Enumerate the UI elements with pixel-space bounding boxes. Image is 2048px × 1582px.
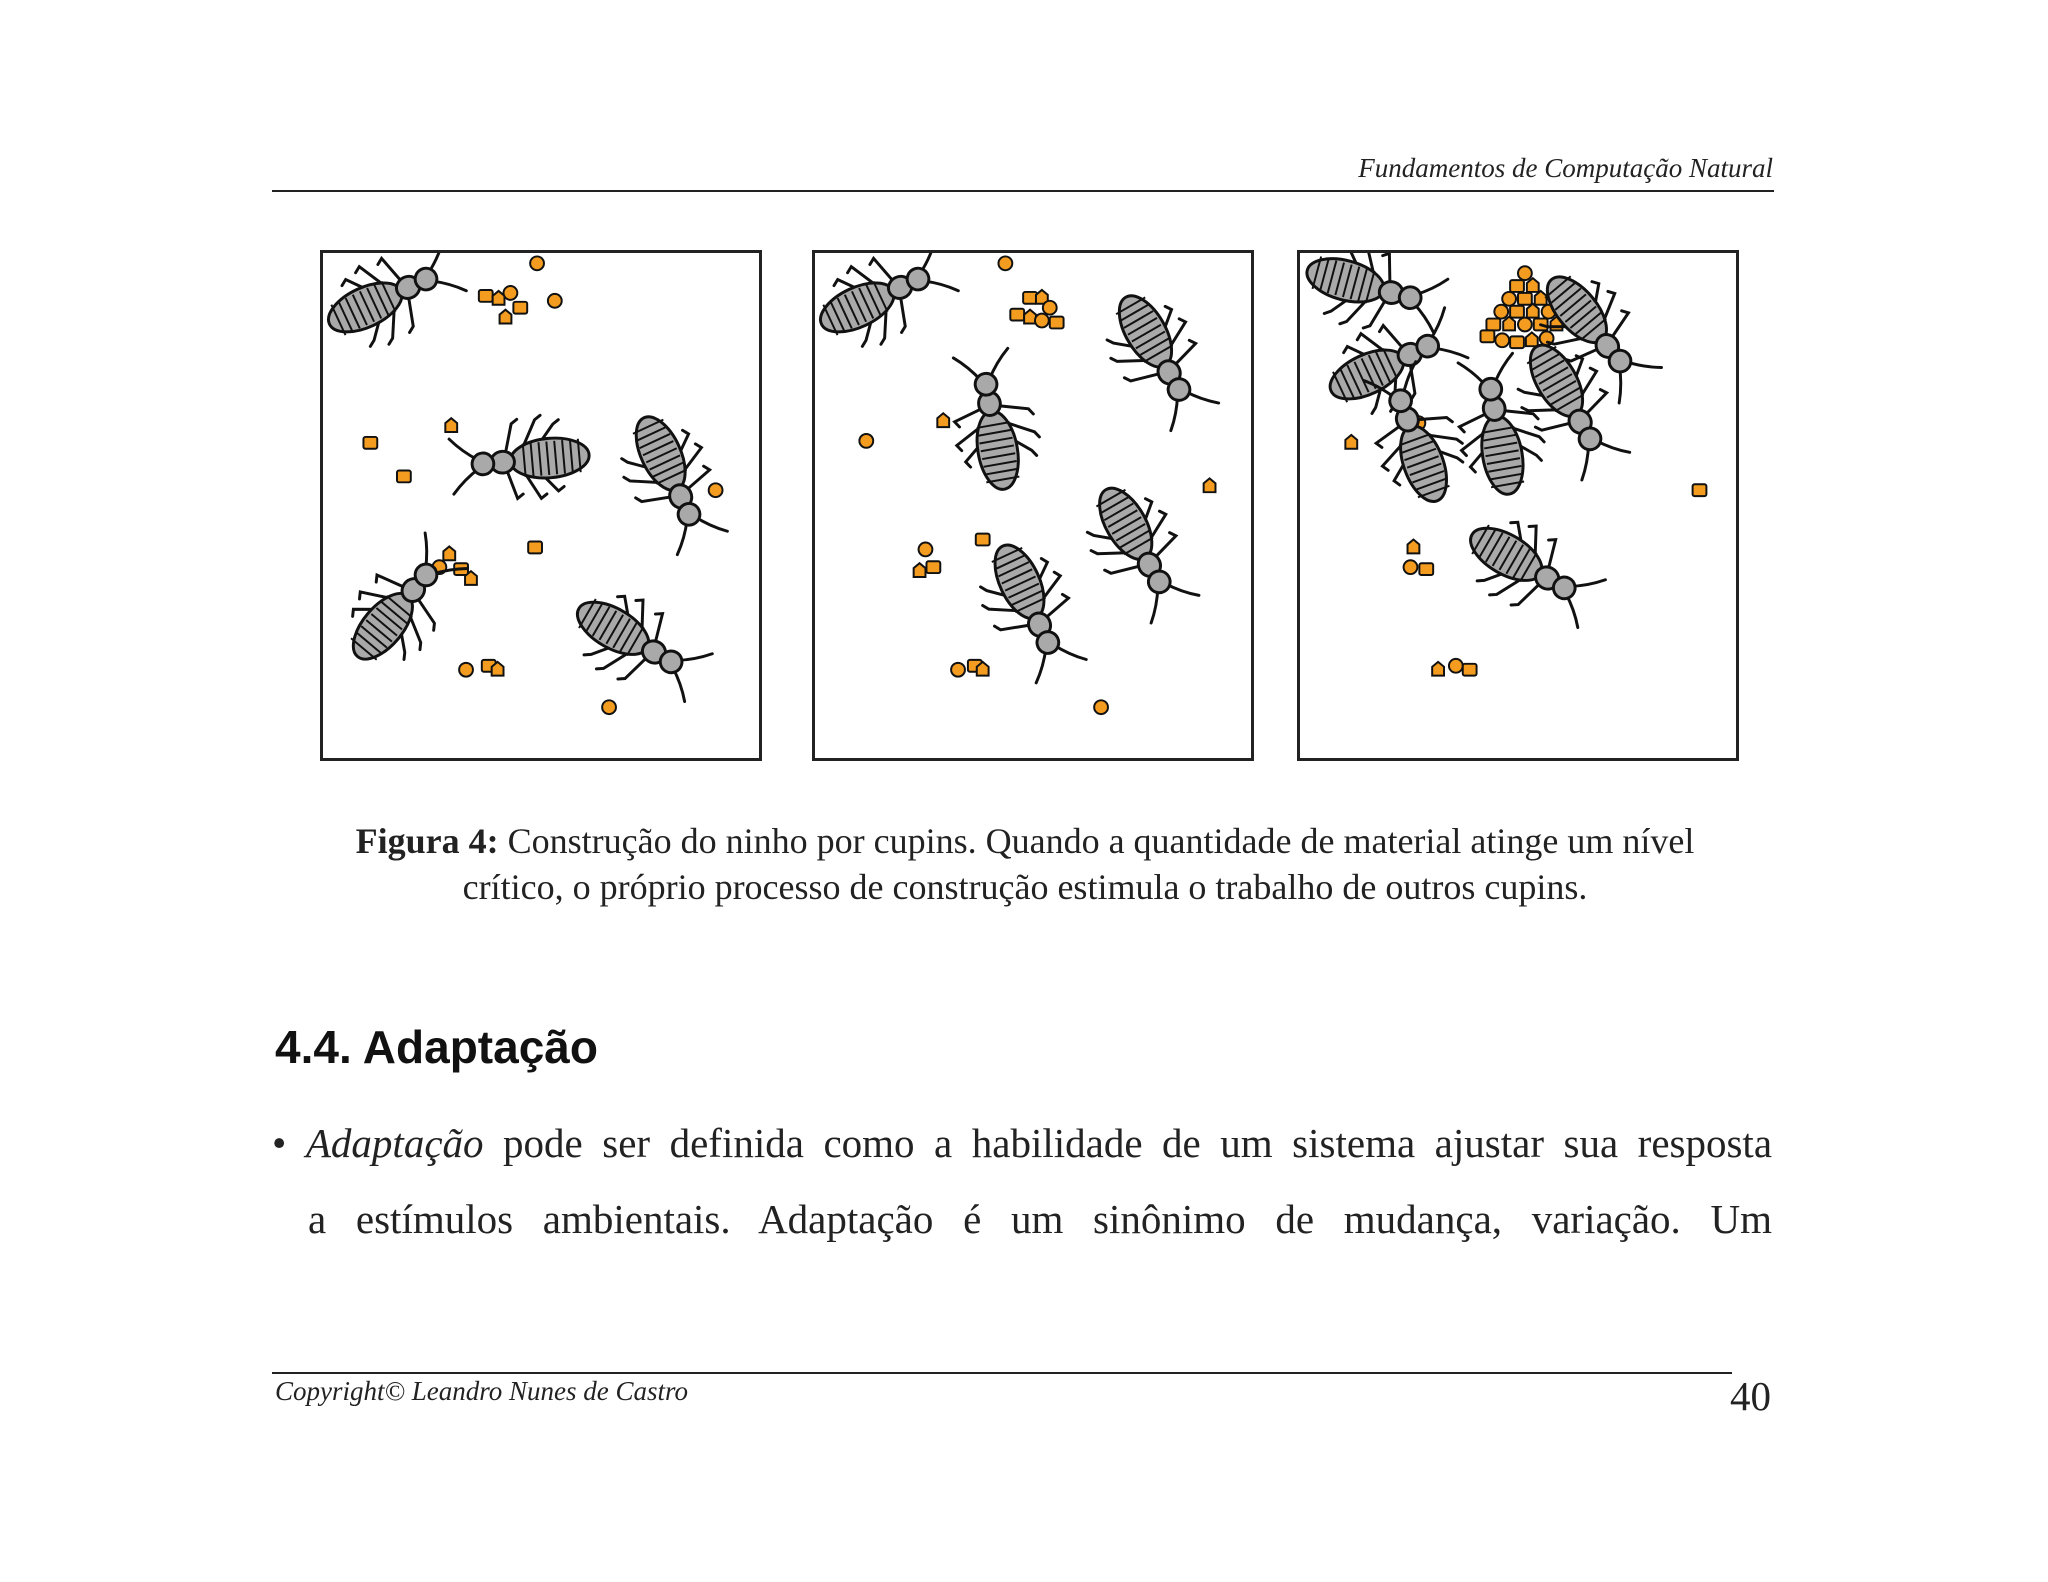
material-piece-icon xyxy=(1527,278,1539,292)
material-piece-icon xyxy=(1481,330,1495,342)
termite-icon xyxy=(1450,500,1611,641)
caption-line-2: crítico, o próprio processo de construção estimula o trabalho de outros cupins. xyxy=(462,867,1588,907)
material-piece-icon xyxy=(1527,304,1539,318)
termite-scene-2 xyxy=(815,253,1251,758)
termite-icon xyxy=(323,253,473,363)
material-piece-icon xyxy=(976,534,990,546)
material-piece-icon xyxy=(919,542,933,556)
termite-icon xyxy=(1300,253,1451,348)
material-piece-icon xyxy=(951,663,965,677)
material-piece-icon xyxy=(1518,318,1532,332)
figure-panel-2 xyxy=(812,250,1254,761)
material-piece-icon xyxy=(1502,292,1516,306)
material-piece-icon xyxy=(1518,266,1532,280)
material-piece-icon xyxy=(914,563,926,577)
paragraph-line-1: pode ser definida como a habilidade de um sistema ajustar sua resposta xyxy=(483,1120,1773,1166)
material-piece-icon xyxy=(1503,317,1515,331)
termite-icon xyxy=(448,411,593,506)
material-piece-icon xyxy=(1463,664,1477,676)
material-piece-icon xyxy=(859,434,873,448)
material-piece-icon xyxy=(1345,435,1357,449)
material-piece-icon xyxy=(937,413,949,427)
material-piece-icon xyxy=(1495,333,1509,347)
termite-icon xyxy=(1068,470,1209,631)
material-piece-icon xyxy=(1043,301,1057,315)
paragraph-line-2: a estímulos ambientais. Adaptação é um sinônimo de mudança, variação. Um xyxy=(308,1196,1772,1242)
material-piece-icon xyxy=(998,256,1012,270)
material-piece-icon xyxy=(1035,314,1049,328)
material-piece-icon xyxy=(397,470,411,482)
material-piece-icon xyxy=(1518,293,1532,305)
material-piece-icon xyxy=(1419,563,1433,575)
material-piece-icon xyxy=(443,546,455,560)
material-piece-icon xyxy=(479,290,493,302)
termite-icon xyxy=(815,253,965,363)
material-piece-icon xyxy=(1535,291,1547,305)
material-piece-icon xyxy=(709,483,723,497)
material-piece-icon xyxy=(548,294,562,308)
header-rule xyxy=(272,190,1774,192)
material-piece-icon xyxy=(1010,309,1024,321)
material-piece-icon xyxy=(1510,280,1524,292)
material-piece-icon xyxy=(1094,700,1108,714)
footer-copyright: Copyright© Leandro Nunes de Castro xyxy=(275,1376,689,1406)
section-heading: 4.4. Adaptação xyxy=(275,1021,598,1073)
material-piece-icon xyxy=(1050,317,1064,329)
material-piece-icon xyxy=(1510,336,1524,348)
material-piece-icon xyxy=(602,700,616,714)
bullet: • xyxy=(272,1120,287,1166)
running-header: Fundamentos de Computação Natural xyxy=(1358,153,1773,183)
material-piece-icon xyxy=(1510,306,1524,318)
material-piece-icon xyxy=(459,663,473,677)
material-piece-icon xyxy=(1404,560,1418,574)
material-piece-icon xyxy=(1486,319,1500,331)
material-piece-icon xyxy=(528,542,542,554)
material-piece-icon xyxy=(1494,305,1508,319)
material-piece-icon xyxy=(1526,332,1538,346)
termite-icon xyxy=(1088,278,1229,439)
material-piece-icon xyxy=(1449,659,1463,673)
termite-scene-1 xyxy=(323,253,759,758)
material-piece-icon xyxy=(445,418,457,432)
footer-rule xyxy=(272,1372,1732,1374)
caption-line-1: Construção do ninho por cupins. Quando a quantidade de material atinge um nível xyxy=(507,821,1695,861)
material-piece-icon xyxy=(1408,540,1420,554)
material-piece-icon xyxy=(926,561,940,573)
figure-panel-3 xyxy=(1297,250,1739,761)
material-piece-icon xyxy=(513,302,527,314)
body-paragraph xyxy=(272,1105,1772,1257)
termite-icon xyxy=(605,401,738,561)
material-piece-icon xyxy=(1432,662,1444,676)
termite-icon xyxy=(327,525,479,684)
material-piece-icon xyxy=(1023,292,1037,304)
material-piece-icon xyxy=(1693,484,1707,496)
figure-panel-1 xyxy=(320,250,762,761)
termite-scene-3 xyxy=(1300,253,1736,758)
material-piece-icon xyxy=(530,256,544,270)
caption-label: Figura 4: xyxy=(355,821,499,861)
term-adaptacao: Adaptação xyxy=(305,1120,484,1166)
material-piece-icon xyxy=(504,286,518,300)
material-piece-icon xyxy=(500,310,512,324)
page-number: 40 xyxy=(1730,1373,1771,1419)
termite-icon xyxy=(557,574,718,715)
figure-caption xyxy=(270,818,1780,910)
termite-icon xyxy=(942,346,1048,496)
material-piece-icon xyxy=(1204,478,1216,492)
material-piece-icon xyxy=(363,437,377,449)
